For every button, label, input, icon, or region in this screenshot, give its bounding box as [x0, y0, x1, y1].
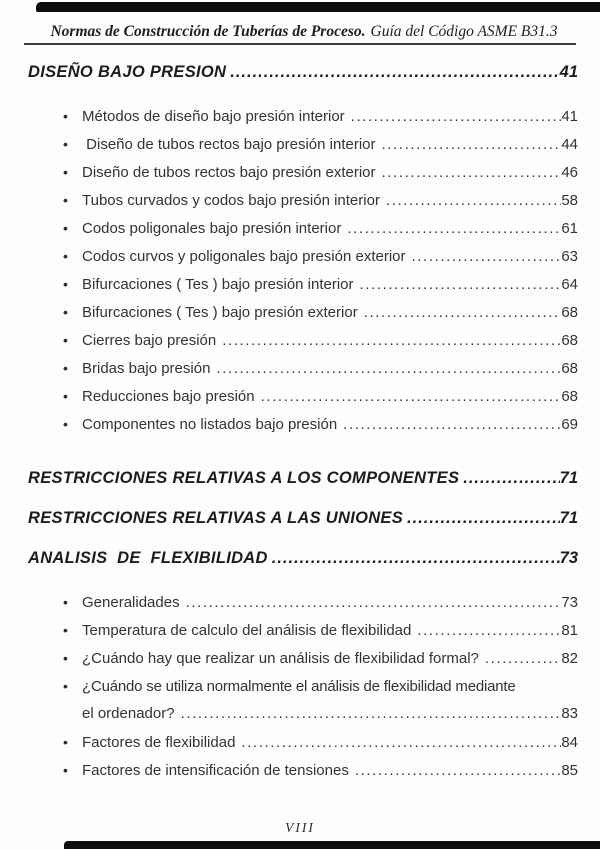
section-heading-label: DISEÑO BAJO PRESION: [28, 63, 227, 81]
footer-page-number: VIII: [285, 820, 315, 835]
toc-item-label: Factores de intensificación de tensiones: [82, 762, 349, 779]
header-title-sub: Guía del Código ASME B31.3: [370, 23, 558, 40]
dot-leader: [382, 131, 562, 159]
toc-item-page-number: 68: [561, 388, 578, 405]
page-header: [30, 23, 578, 41]
section-heading-page-number: 73: [559, 549, 578, 567]
bullet-icon: •: [63, 416, 68, 432]
dot-leader: [407, 504, 560, 532]
toc-item: [28, 242, 578, 270]
toc-item-label: Tubos curvados y codos bajo presión interior: [82, 192, 380, 209]
dot-leader: [272, 544, 560, 572]
dot-leader: [186, 589, 562, 617]
dot-leader: [181, 700, 562, 728]
toc-item-label: Bridas bajo presión: [82, 360, 211, 377]
table-of-contents: [28, 58, 578, 784]
toc-item-page-number: 41: [561, 108, 578, 125]
bullet-icon: •: [63, 360, 68, 376]
toc-item-page-number: 68: [561, 360, 578, 377]
toc-item-label: Bifurcaciones ( Tes ) bajo presión interior: [82, 276, 354, 293]
toc-item-label: Cierres bajo presión: [82, 332, 217, 349]
toc-item: [28, 616, 578, 644]
toc-item: [28, 728, 578, 756]
bullet-icon: •: [63, 622, 68, 638]
toc-section-heading: [28, 544, 578, 572]
toc-item: [28, 672, 578, 700]
bullet-icon: •: [63, 762, 68, 778]
toc-section-heading: [28, 504, 578, 532]
toc-item: [28, 102, 578, 130]
dot-leader: [343, 411, 561, 439]
toc-item: [28, 326, 578, 354]
bullet-icon: •: [63, 108, 68, 124]
header-title-main: Normas de Construcción de Tuberías de Proceso.: [50, 23, 366, 40]
toc-item: [28, 588, 578, 616]
toc-item-group: [28, 102, 578, 438]
bullet-icon: •: [63, 332, 68, 348]
dot-leader: [222, 327, 561, 355]
toc-item: [28, 130, 578, 158]
toc-item: [28, 410, 578, 438]
toc-item-page-number: 68: [561, 332, 578, 349]
toc-item-label: Diseño de tubos rectos bajo presión interior: [82, 136, 376, 153]
toc-item-label: Codos curvos y poligonales bajo presión exterior: [82, 248, 406, 265]
dot-leader: [216, 355, 561, 383]
toc-item: [28, 354, 578, 382]
toc-item-page-number: 68: [561, 304, 578, 321]
toc-item-page-number: 84: [561, 734, 578, 751]
dot-leader: [382, 159, 562, 187]
toc-item: [28, 644, 578, 672]
dot-leader: [347, 215, 561, 243]
bullet-icon: •: [63, 192, 68, 208]
toc-item-label: Componentes no listados bajo presión: [82, 416, 338, 433]
toc-item-page-number: 81: [561, 622, 578, 639]
toc-item-continuation: [28, 700, 578, 728]
toc-item-page-number: 69: [561, 416, 578, 433]
section-heading-page-number: 41: [559, 63, 578, 81]
toc-item-label: Diseño de tubos rectos bajo presión exterior: [82, 164, 376, 181]
bullet-icon: •: [63, 164, 68, 180]
toc-item-page-number: 64: [561, 276, 578, 293]
toc-item-label: Factores de flexibilidad: [82, 734, 236, 751]
toc-item-page-number: 46: [561, 164, 578, 181]
dot-leader: [485, 645, 561, 673]
toc-item-label: Generalidades: [82, 594, 180, 611]
toc-item: [28, 298, 578, 326]
toc-item-label: Reducciones bajo presión: [82, 388, 255, 405]
toc-item-page-number: 63: [561, 248, 578, 265]
toc-item: [28, 270, 578, 298]
bullet-icon: •: [63, 136, 68, 152]
header-divider: [24, 43, 576, 45]
section-heading-label: RESTRICCIONES RELATIVAS A LOS COMPONENTES: [28, 469, 460, 487]
toc-item-page-number: 61: [561, 220, 578, 237]
bullet-icon: •: [63, 388, 68, 404]
toc-item-label: ¿Cuándo se utiliza normalmente el análisis de flexibilidad mediante: [82, 678, 516, 695]
toc-item: [28, 382, 578, 410]
bullet-icon: •: [63, 220, 68, 236]
toc-item-page-number: 58: [561, 192, 578, 209]
section-heading-label: ANALISIS DE FLEXIBILIDAD: [28, 549, 268, 567]
toc-item-group: [28, 588, 578, 784]
bullet-icon: •: [63, 248, 68, 264]
toc-item-label: Métodos de diseño bajo presión interior: [82, 108, 345, 125]
toc-item-label: el ordenador?: [82, 705, 175, 722]
bullet-icon: •: [63, 650, 68, 666]
toc-item: [28, 158, 578, 186]
toc-section-heading: [28, 58, 578, 86]
toc-item-label: Temperatura de calculo del análisis de flexibilidad: [82, 622, 412, 639]
toc-item-label: Codos poligonales bajo presión interior: [82, 220, 342, 237]
dot-leader: [417, 617, 561, 645]
toc-item-page-number: 73: [561, 594, 578, 611]
top-scan-bar: [36, 2, 600, 12]
toc-item-page-number: 82: [561, 650, 578, 667]
dot-leader: [364, 299, 562, 327]
toc-item-page-number: 44: [561, 136, 578, 153]
section-heading-label: RESTRICCIONES RELATIVAS A LAS UNIONES: [28, 509, 404, 527]
dot-leader: [386, 187, 561, 215]
dot-leader: [463, 464, 559, 492]
dot-leader: [412, 243, 562, 271]
toc-item-page-number: 85: [561, 762, 578, 779]
page-footer: [0, 820, 600, 836]
bullet-icon: •: [63, 594, 68, 610]
bullet-icon: •: [63, 734, 68, 750]
toc-item-label: ¿Cuándo hay que realizar un análisis de flexibilidad formal?: [82, 650, 479, 667]
bullet-icon: •: [63, 678, 68, 694]
dot-leader: [355, 757, 561, 785]
dot-leader: [241, 729, 561, 757]
dot-leader: [261, 383, 562, 411]
toc-item: [28, 186, 578, 214]
bottom-scan-bar: [64, 841, 600, 849]
toc-item-page-number: 83: [561, 705, 578, 722]
dot-leader: [360, 271, 562, 299]
dot-leader: [230, 58, 559, 86]
section-heading-page-number: 71: [559, 509, 578, 527]
bullet-icon: •: [63, 304, 68, 320]
section-heading-page-number: 71: [559, 469, 578, 487]
bullet-icon: •: [63, 276, 68, 292]
toc-item: [28, 756, 578, 784]
toc-section-heading: [28, 464, 578, 492]
toc-item-label: Bifurcaciones ( Tes ) bajo presión exterior: [82, 304, 358, 321]
toc-item: [28, 214, 578, 242]
dot-leader: [351, 103, 562, 131]
